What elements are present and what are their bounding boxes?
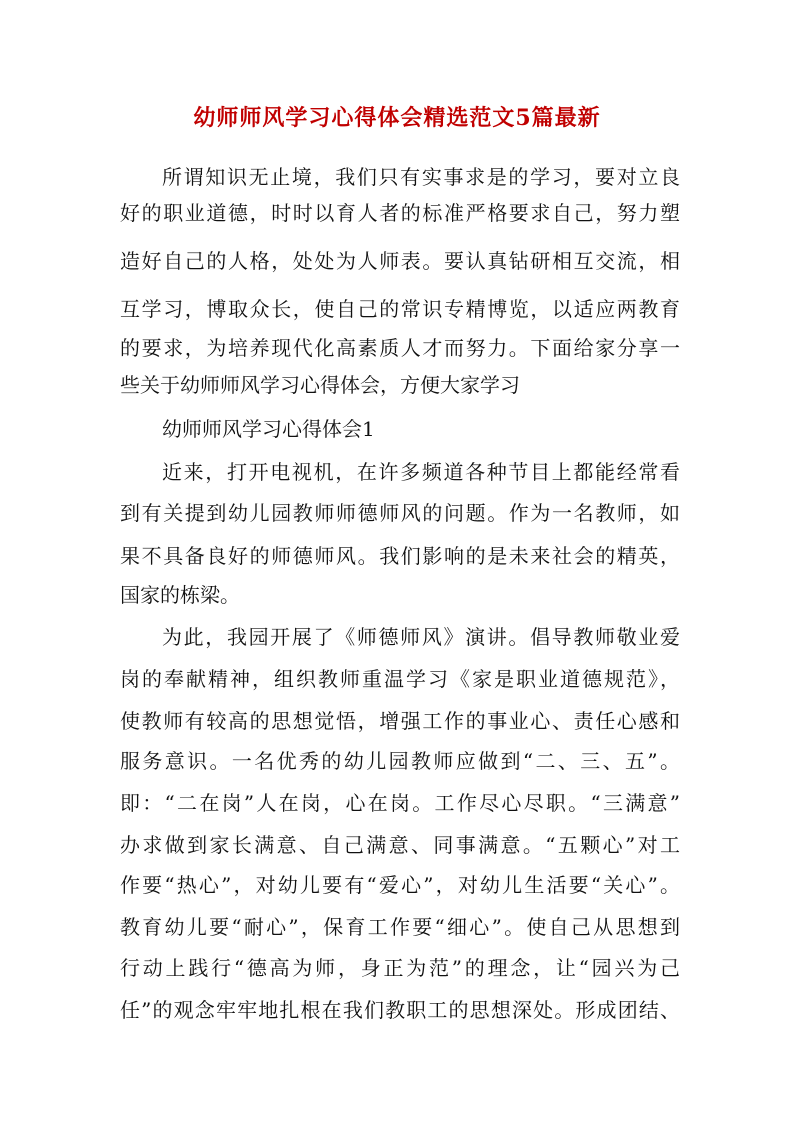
text-line: 国家的栋梁。 bbox=[120, 583, 240, 607]
text-line: 好的职业道德，时时以育人者的标准严格要求自己，努力塑 bbox=[120, 201, 680, 225]
text-line: 果不具备良好的师德师风。我们影响的是未来社会的精英， bbox=[120, 544, 680, 568]
text-line: 些关于幼师师风学习心得体会，方便大家学习 bbox=[120, 373, 520, 397]
text-line: 造好自己的人格，处处为人师表。要认真钻研相互交流，相 bbox=[120, 249, 680, 273]
text-line: 行动上践行“德高为师，身正为范”的理念，让“园兴为己 bbox=[120, 956, 680, 980]
text-line: 服务意识。一名优秀的幼儿园教师应做到“二、三、五”。 bbox=[120, 749, 680, 773]
text-line: 互学习，博取众长，使自己的常识专精博览，以适应两教育 bbox=[120, 297, 680, 321]
text-line: 任”的观念牢牢地扎根在我们教职工的思想深处。形成团结、 bbox=[120, 998, 680, 1022]
text-line: 的要求，为培养现代化高素质人才而努力。下面给家分享一 bbox=[120, 336, 680, 360]
text-line: 所谓知识无止境，我们只有实事求是的学习，要对立良 bbox=[162, 165, 680, 189]
text-line: 岗的奉献精神，组织教师重温学习《家是职业道德规范》， bbox=[120, 667, 680, 691]
section-heading: 幼师师风学习心得体会1 bbox=[162, 417, 375, 441]
text-line: 到有关提到幼儿园教师师德师风的问题。作为一名教师，如 bbox=[120, 501, 680, 525]
text-line: 办求做到家长满意、自己满意、同事满意。“五颗心”对工 bbox=[120, 833, 680, 857]
text-line: 近来，打开电视机，在许多频道各种节目上都能经常看 bbox=[162, 460, 680, 484]
text-line: 教育幼儿要“耐心”，保育工作要“细心”。使自己从思想到 bbox=[120, 915, 680, 939]
document-title: 幼师师风学习心得体会精选范文5篇最新 bbox=[193, 105, 601, 131]
text-line: 为此，我园开展了《师德师风》演讲。倡导教师敬业爱 bbox=[162, 625, 680, 649]
text-line: 即：“二在岗”人在岗，心在岗。工作尽心尽职。“三满意” bbox=[120, 791, 680, 815]
text-line: 使教师有较高的思想觉悟，增强工作的事业心、责任心感和 bbox=[120, 709, 680, 733]
text-line: 作要“热心”，对幼儿要有“爱心”，对幼儿生活要“关心”。 bbox=[120, 873, 680, 897]
